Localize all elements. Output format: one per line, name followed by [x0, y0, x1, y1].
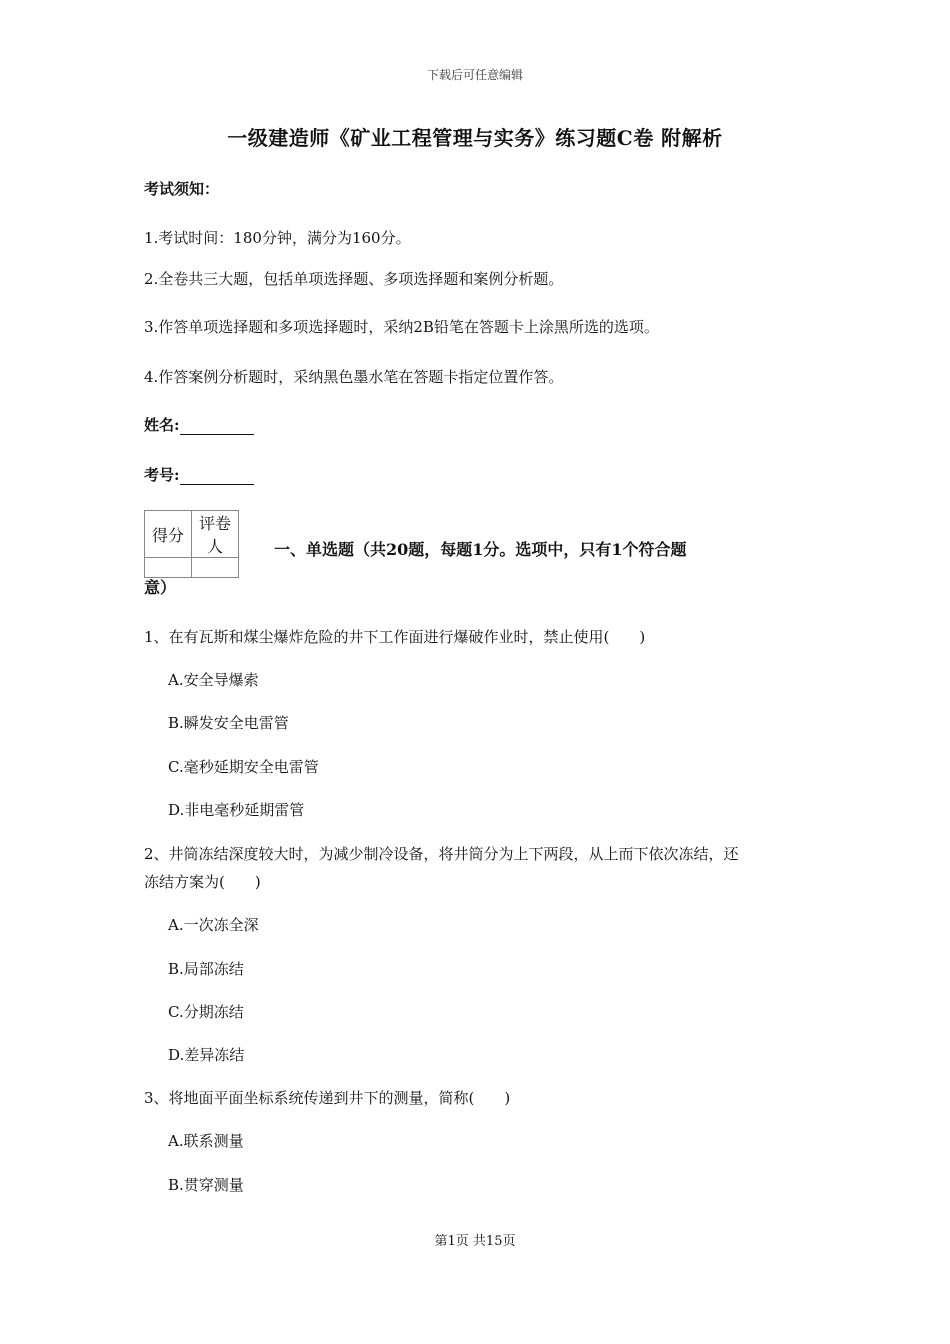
id-field: [144, 464, 254, 485]
id-blank[interactable]: [180, 468, 254, 485]
score-table: [144, 510, 239, 578]
notice-item: 3.作答单项选择题和多项选择题时，采纳2B铅笔在答题卡上涂黑所选的选项。: [144, 318, 659, 336]
document-title: 一级建造师《矿业工程管理与实务》练习题C卷 附解析: [227, 126, 723, 150]
question-stem-cont: 冻结方案为( ): [144, 873, 261, 891]
notice-heading: 考试须知：: [144, 180, 220, 198]
name-label: 姓名:: [144, 416, 180, 434]
notice-item: 1.考试时间：180分钟，满分为160分。: [144, 229, 411, 247]
section-heading: 一、单选题（共20题，每题1分。选项中，只有1个符合题: [274, 540, 687, 559]
question-stem: 2、井筒冻结深度较大时，为减少制冷设备，将井筒分为上下两段，从上而下依次冻结，还: [144, 845, 739, 863]
grader-cell: [192, 558, 239, 578]
grader-header: 评卷人: [192, 511, 239, 558]
question-stem: 1、在有瓦斯和煤尘爆炸危险的井下工作面进行爆破作业时，禁止使用( ): [144, 628, 646, 646]
question-option: C.分期冻结: [168, 1003, 244, 1021]
page-footer: 第1页 共15页: [434, 1234, 516, 1249]
question-option: B.贯穿测量: [168, 1176, 244, 1194]
notice-item: 4.作答案例分析题时，采纳黑色墨水笔在答题卡指定位置作答。: [144, 368, 564, 386]
question-option: A.安全导爆索: [168, 671, 259, 689]
score-header: 得分: [145, 511, 192, 558]
question-option: C.毫秒延期安全电雷管: [168, 758, 319, 776]
id-label: 考号:: [144, 466, 180, 484]
question-option: A.联系测量: [168, 1132, 244, 1150]
question-option: A.一次冻全深: [168, 916, 259, 934]
question-stem: 3、将地面平面坐标系统传递到井下的测量，简称( ): [144, 1089, 511, 1107]
notice-item: 2.全卷共三大题，包括单项选择题、多项选择题和案例分析题。: [144, 270, 564, 288]
question-option: B.瞬发安全电雷管: [168, 714, 289, 732]
question-option: B.局部冻结: [168, 960, 244, 978]
section-heading-cont: 意）: [144, 578, 177, 597]
question-option: D.差异冻结: [168, 1046, 245, 1064]
question-option: D.非电毫秒延期雷管: [168, 801, 305, 819]
name-blank[interactable]: [180, 418, 254, 435]
page-header: 下载后可任意编辑: [426, 68, 523, 82]
name-field: [144, 414, 254, 435]
